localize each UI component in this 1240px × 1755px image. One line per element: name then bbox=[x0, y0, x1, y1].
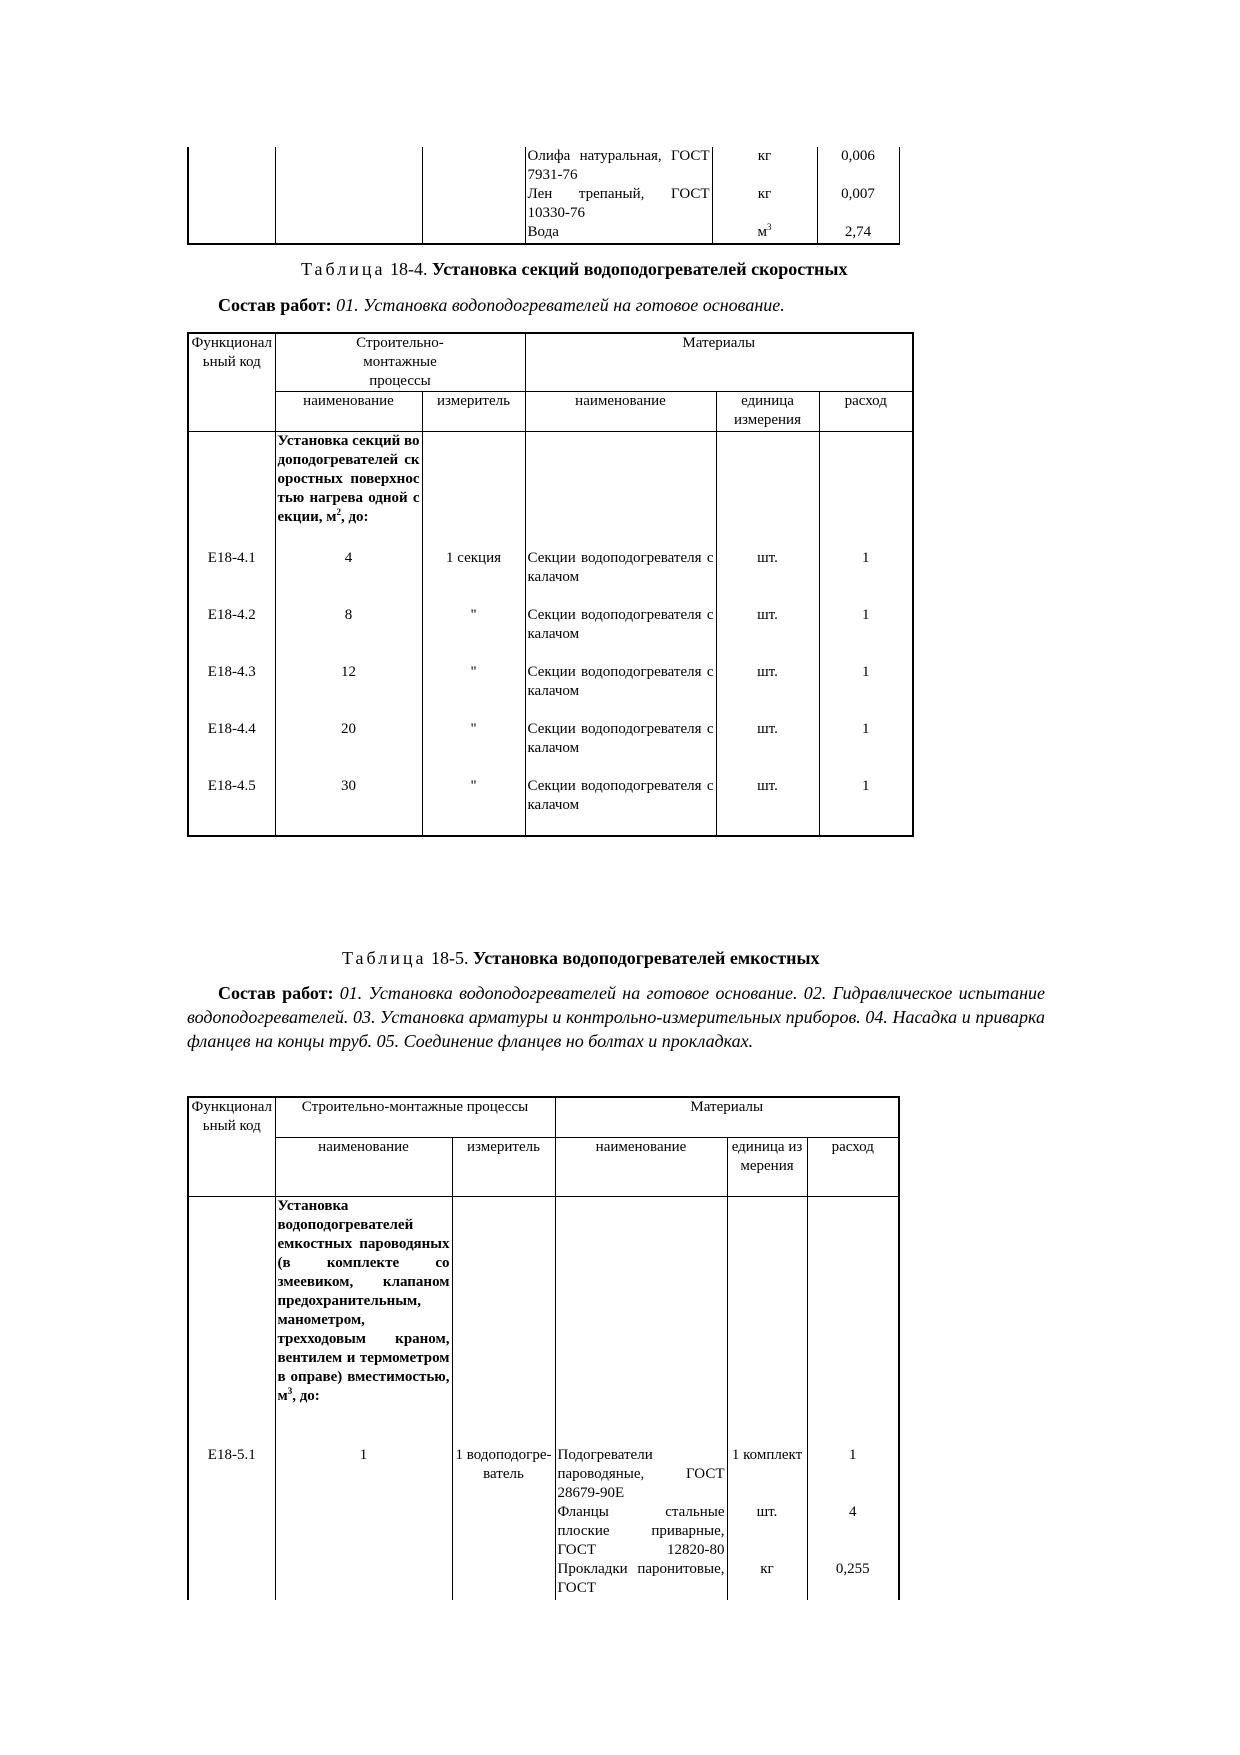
header-mat-name: наименование bbox=[555, 1137, 727, 1196]
previous-table-continuation bbox=[187, 147, 900, 245]
table-row bbox=[188, 777, 913, 836]
material-qty: 1 bbox=[819, 720, 913, 777]
table-18-4 bbox=[187, 332, 914, 837]
group-title: Установка секций водоподогревателей скоростных поверхностью нагрева одной секции, $м^2$, до: bbox=[275, 432, 422, 549]
section-area: 4 bbox=[275, 549, 422, 606]
header-row bbox=[188, 392, 913, 432]
material-qty: 0,255 bbox=[807, 1560, 899, 1600]
header-mat-qty: расход bbox=[819, 392, 913, 432]
material-qty: 1 bbox=[819, 606, 913, 663]
functional-code: E18-4.1 bbox=[188, 549, 275, 606]
material-unit: шт. bbox=[716, 663, 819, 720]
meter: " bbox=[422, 606, 525, 663]
table-row bbox=[188, 147, 899, 185]
meter: " bbox=[422, 720, 525, 777]
material-qty: 1 bbox=[819, 663, 913, 720]
material-name: Секции водоподогревателя с калачом bbox=[525, 777, 716, 836]
meter: " bbox=[422, 777, 525, 836]
section-area: 20 bbox=[275, 720, 422, 777]
functional-code: E18-5.1 bbox=[188, 1446, 275, 1503]
table-row bbox=[188, 606, 913, 663]
material-qty: 1 bbox=[819, 549, 913, 606]
header-mat-unit: единица измерения bbox=[727, 1137, 807, 1196]
meter: " bbox=[422, 663, 525, 720]
functional-code: E18-4.4 bbox=[188, 720, 275, 777]
material-unit: кг bbox=[712, 185, 817, 223]
works-composition-18-5: Состав работ: 01. Установка водоподогревателей на готовое основание. 02. Гидравлическое испытание водоподогревателей. 03. Установка арматуры и контрольно-измерительных приборов. 04. Насадка и приварка фланцев на концы труб. 05. Соединение фланцев но болтах и прокладках. bbox=[187, 983, 1045, 1051]
header-row bbox=[188, 1137, 899, 1196]
material-qty: 0,006 bbox=[817, 147, 899, 185]
caption-title: Установка водоподогревателей емкостных bbox=[472, 948, 820, 968]
material-name: Лен трепаный, ГОСТ 10330-76 bbox=[525, 185, 712, 223]
header-proc-name: наименование bbox=[275, 392, 422, 432]
group-title-row bbox=[188, 432, 913, 549]
table-18-5 bbox=[187, 1096, 900, 1600]
material-unit: 1 комплект bbox=[727, 1446, 807, 1503]
material-name: Вода bbox=[525, 223, 712, 244]
material-name: Секции водоподогревателя с калачом bbox=[525, 606, 716, 663]
caption-label: Таблица bbox=[342, 948, 427, 968]
material-name: Фланцы стальные плоские приварные, ГОСТ 12820-80 bbox=[555, 1503, 727, 1560]
section-area: 30 bbox=[275, 777, 422, 836]
header-functional-code: Функциональный код bbox=[188, 333, 275, 432]
header-functional-code: Функциональный код bbox=[188, 1097, 275, 1196]
material-qty: 1 bbox=[819, 777, 913, 836]
material-unit: шт. bbox=[716, 777, 819, 836]
material-unit: кг bbox=[727, 1560, 807, 1600]
material-unit: $м^3$ bbox=[712, 223, 817, 244]
material-unit: шт. bbox=[716, 720, 819, 777]
functional-code: E18-4.2 bbox=[188, 606, 275, 663]
header-mat-name: наименование bbox=[525, 392, 716, 432]
header-processes: Строительно-монтажные процессы bbox=[275, 333, 525, 392]
volume: 1 bbox=[275, 1446, 452, 1503]
material-unit: кг bbox=[712, 147, 817, 185]
header-mat-unit: единица измерения bbox=[716, 392, 819, 432]
functional-code: E18-4.5 bbox=[188, 777, 275, 836]
table-row bbox=[188, 720, 913, 777]
header-proc-meter: измеритель bbox=[452, 1137, 555, 1196]
material-unit: шт. bbox=[716, 549, 819, 606]
functional-code: E18-4.3 bbox=[188, 663, 275, 720]
material-name: Секции водоподогревателя с калачом bbox=[525, 663, 716, 720]
caption-number: 18-4. bbox=[385, 259, 432, 279]
caption-title: Установка секций водоподогревателей скоростных bbox=[431, 259, 848, 279]
material-qty: 2,74 bbox=[817, 223, 899, 244]
header-proc-meter: измеритель bbox=[422, 392, 525, 432]
header-proc-name: наименование bbox=[275, 1137, 452, 1196]
material-name: Прокладки паронитовые, ГОСТ bbox=[555, 1560, 727, 1600]
group-title: Установка водоподогревателей емкостных пароводяных (в комплекте со змеевиком, клапаном предохранительным, манометром, трехходовым краном, вентилем и термометром в оправе) вместимостью, $м^3$, до: bbox=[275, 1196, 452, 1446]
group-title-row bbox=[188, 1196, 899, 1446]
section-area: 8 bbox=[275, 606, 422, 663]
meter: 1 водоподогре-ватель bbox=[452, 1446, 555, 1600]
table-row bbox=[188, 663, 913, 720]
material-name: Олифа натуральная, ГОСТ 7931-76 bbox=[525, 147, 712, 185]
header-row bbox=[188, 1097, 899, 1137]
material-name: Секции водоподогревателя с калачом bbox=[525, 720, 716, 777]
material-qty: 1 bbox=[807, 1446, 899, 1503]
meter: 1 секция bbox=[422, 549, 525, 606]
caption-label: Таблица bbox=[301, 259, 386, 279]
header-mat-qty: расход bbox=[807, 1137, 899, 1196]
table-caption-18-4 bbox=[301, 257, 847, 281]
header-materials: Материалы bbox=[555, 1097, 899, 1137]
caption-number: 18-5. bbox=[426, 948, 473, 968]
header-materials: Материалы bbox=[525, 333, 913, 392]
material-name: Подогреватели пароводяные, ГОСТ 28679-90Е bbox=[555, 1446, 727, 1503]
table-row bbox=[188, 549, 913, 606]
table-row bbox=[188, 1446, 899, 1503]
material-qty: 4 bbox=[807, 1503, 899, 1560]
material-unit: шт. bbox=[716, 606, 819, 663]
header-processes: Строительно-монтажные процессы bbox=[275, 1097, 555, 1137]
section-area: 12 bbox=[275, 663, 422, 720]
material-name: Секции водоподогревателя с калачом bbox=[525, 549, 716, 606]
works-composition-18-4: Состав работ: 01. Установка водоподогревателей на готовое основание. bbox=[218, 295, 785, 315]
table-caption-18-5 bbox=[342, 946, 820, 970]
header-row bbox=[188, 333, 913, 392]
material-unit: шт. bbox=[727, 1503, 807, 1560]
material-qty: 0,007 bbox=[817, 185, 899, 223]
